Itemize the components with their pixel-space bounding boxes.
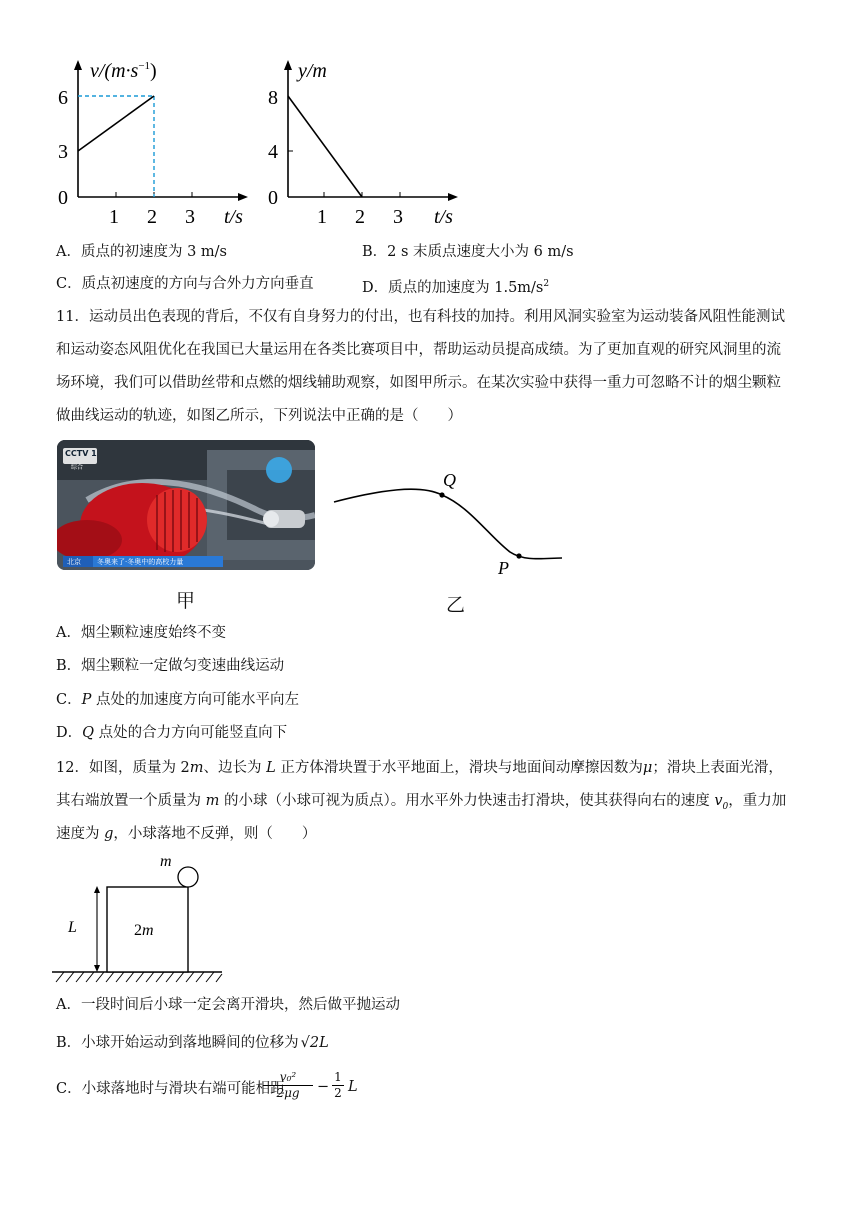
block-mass-label: 2m bbox=[134, 922, 154, 939]
v-axis-label: $v/(m\cdot s^{-1})$ bbox=[90, 60, 157, 82]
height-label: L bbox=[68, 919, 77, 936]
q11-stem-line-1: 11．运动员出色表现的背后，不仅有自身努力的付出，也有科技的加持。利用风洞实验室为运动装备风阻性能测试 bbox=[56, 309, 785, 325]
q11-option-d: D．Q 点处的合力方向可能竖直向下 bbox=[56, 725, 288, 741]
q10-option-a: A．质点的初速度为 3 m/s bbox=[56, 244, 227, 260]
y-xtick-2: 2 bbox=[355, 206, 365, 228]
q12-option-c: C．小球落地时与滑块右端可能相距 bbox=[56, 1081, 285, 1097]
q12-option-a: A．一段时间后小球一定会离开滑块，然后做平抛运动 bbox=[56, 997, 400, 1013]
block-ball-figure bbox=[50, 850, 230, 985]
photo-headline: 冬奥来了·冬奥中的高校力量 bbox=[97, 558, 184, 566]
point-q-label: Q bbox=[443, 470, 456, 490]
v-tick-6: 6 bbox=[58, 87, 68, 109]
cctv-logo: CCTV 1 bbox=[65, 449, 97, 458]
v-tick-3: 3 bbox=[58, 141, 68, 163]
wind-tunnel-photo bbox=[57, 440, 315, 570]
caption-yi: 乙 bbox=[446, 594, 466, 616]
q11-stem-line-2: 和运动姿态风阻优化在我国已大量运用在各类比赛项目中，帮助运动员提高成绩。为了更加直观的研究风洞里的流 bbox=[56, 342, 781, 358]
q11-option-b: B．烟尘颗粒一定做匀变速曲线运动 bbox=[56, 658, 285, 674]
q10-option-d: D．质点的加速度为 $1.5m/s^2$ bbox=[362, 279, 550, 296]
velocity-time-graph bbox=[50, 55, 260, 230]
ball-mass-label: m bbox=[160, 853, 172, 870]
q12-stem-line-2: 其右端放置一个质量为 m 的小球（小球可视为质点）。用水平外力快速击打滑块，使其获得向右的速度 $v_0$，重力加 bbox=[56, 793, 787, 812]
v-xtick-3: 3 bbox=[185, 206, 195, 228]
q11-option-a: A．烟尘颗粒速度始终不变 bbox=[56, 625, 226, 641]
point-p-label: P bbox=[498, 558, 509, 578]
fraction-one-half: 1 2 bbox=[332, 1070, 344, 1101]
v-x-axis-label: t/s bbox=[224, 206, 243, 228]
v-xtick-2: 2 bbox=[147, 206, 157, 228]
y-tick-4: 4 bbox=[268, 141, 278, 163]
photo-location: 北京 bbox=[67, 558, 81, 566]
y-x-axis-label: t/s bbox=[434, 206, 453, 228]
y-axis-label: y/m bbox=[298, 60, 327, 82]
trajectory-figure bbox=[330, 462, 570, 582]
position-time-graph bbox=[258, 55, 468, 230]
v-xtick-1: 1 bbox=[109, 206, 119, 228]
y-xtick-3: 3 bbox=[393, 206, 403, 228]
q10-option-b: B．2 s 末质点速度大小为 6 m/s bbox=[362, 244, 574, 260]
q11-stem-line-3: 场环境，我们可以借助丝带和点燃的烟线辅助观察，如图甲所示。在某次实验中获得一重力可忽略不计的烟尘颗粒 bbox=[56, 375, 781, 391]
q10-option-c: C．质点初速度的方向与合外力方向垂直 bbox=[56, 276, 314, 292]
fraction-v0sq-over-2mug: v₀² 2μg bbox=[263, 1070, 313, 1101]
minus-sign: − bbox=[317, 1079, 330, 1095]
q11-option-c: C．P 点处的加速度方向可能水平向左 bbox=[56, 692, 299, 708]
q12-stem-line-3: 速度为 g，小球落地不反弹，则（ ） bbox=[56, 826, 317, 842]
v-tick-0: 0 bbox=[58, 187, 68, 209]
y-tick-8: 8 bbox=[268, 87, 278, 109]
y-xtick-1: 1 bbox=[317, 206, 327, 228]
cctv-logo-sub: 综合 bbox=[71, 464, 84, 471]
y-tick-0: 0 bbox=[268, 187, 278, 209]
q12-stem-line-1: 12．如图，质量为 2m、边长为 L 正方体滑块置于水平地面上，滑块与地面间动摩擦因数为μ；滑块上表面光滑， bbox=[56, 760, 783, 776]
q12-option-b: B．小球开始运动到落地瞬间的位移为 √2L bbox=[56, 1035, 329, 1051]
length-L: L bbox=[348, 1079, 358, 1095]
caption-jia: 甲 bbox=[176, 590, 196, 612]
q11-stem-line-4: 做曲线运动的轨迹，如图乙所示，下列说法中正确的是（ ） bbox=[56, 408, 462, 424]
